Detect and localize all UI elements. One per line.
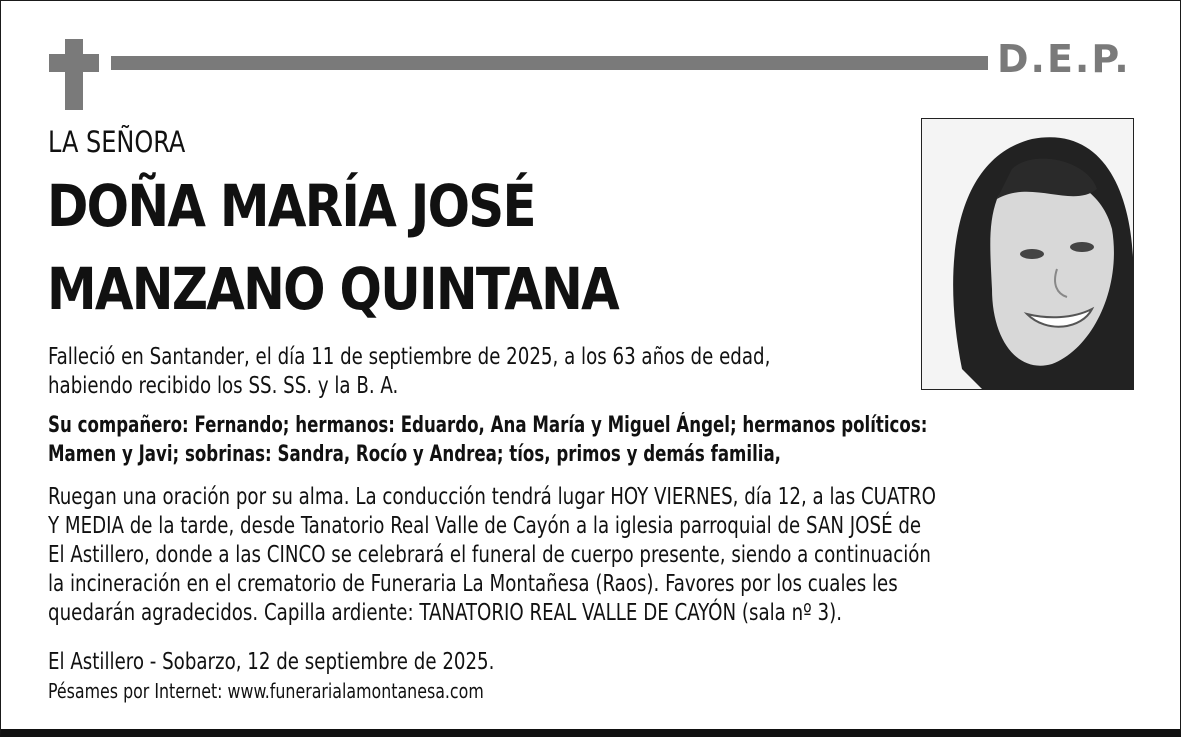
death-info-line2: habiendo recibido los SS. SS. y la B. A. (48, 373, 399, 399)
death-info-line1: Falleció en Santander, el día 11 de septiembre de 2025, a los 63 años de edad, (48, 344, 771, 370)
ceremony-line3: El Astillero, donde a las CINCO se celebrará el funeral de cuerpo presente, siendo a continuación (48, 542, 931, 568)
ceremony-line1: Ruegan una oración por su alma. La conducción tendrá lugar HOY VIERNES, día 12, a las CUATRO (48, 484, 937, 510)
cross-icon-bar (49, 54, 99, 72)
family-line2: Mamen y Javi; sobrinas: Sandra, Rocío y Andrea; tíos, primos y demás familia, (48, 442, 781, 467)
ceremony-line2: Y MEDIA de la tarde, desde Tanatorio Real Valle de Cayón a la iglesia parroquial de SAN JOSÉ de (48, 513, 922, 539)
ceremony-line5: quedarán agradecidos. Capilla ardiente: TANATORIO REAL VALLE DE CAYÓN (sala nº 3). (48, 600, 842, 626)
cross-icon (65, 39, 83, 110)
deceased-name-line2: MANZANO QUINTANA (47, 255, 619, 323)
dep-label: D.E.P. (997, 37, 1131, 81)
header-rule (111, 56, 988, 70)
family-line1: Su compañero: Fernando; hermanos: Eduardo, Ana María y Miguel Ángel; hermanos políticos: (48, 413, 928, 438)
deceased-name-line1: DOÑA MARÍA JOSÉ (47, 172, 535, 240)
deceased-prefix: LA SEÑORA (48, 125, 186, 159)
condolences-link[interactable]: Pésames por Internet: www.funerarialamontanesa.com (48, 679, 484, 703)
portrait-photo (921, 118, 1134, 390)
ceremony-line4: la incineración en el crematorio de Funeraria La Montañesa (Raos). Favores por los cuales les (48, 571, 898, 597)
place-date: El Astillero - Sobarzo, 12 de septiembre de 2025. (48, 649, 495, 675)
